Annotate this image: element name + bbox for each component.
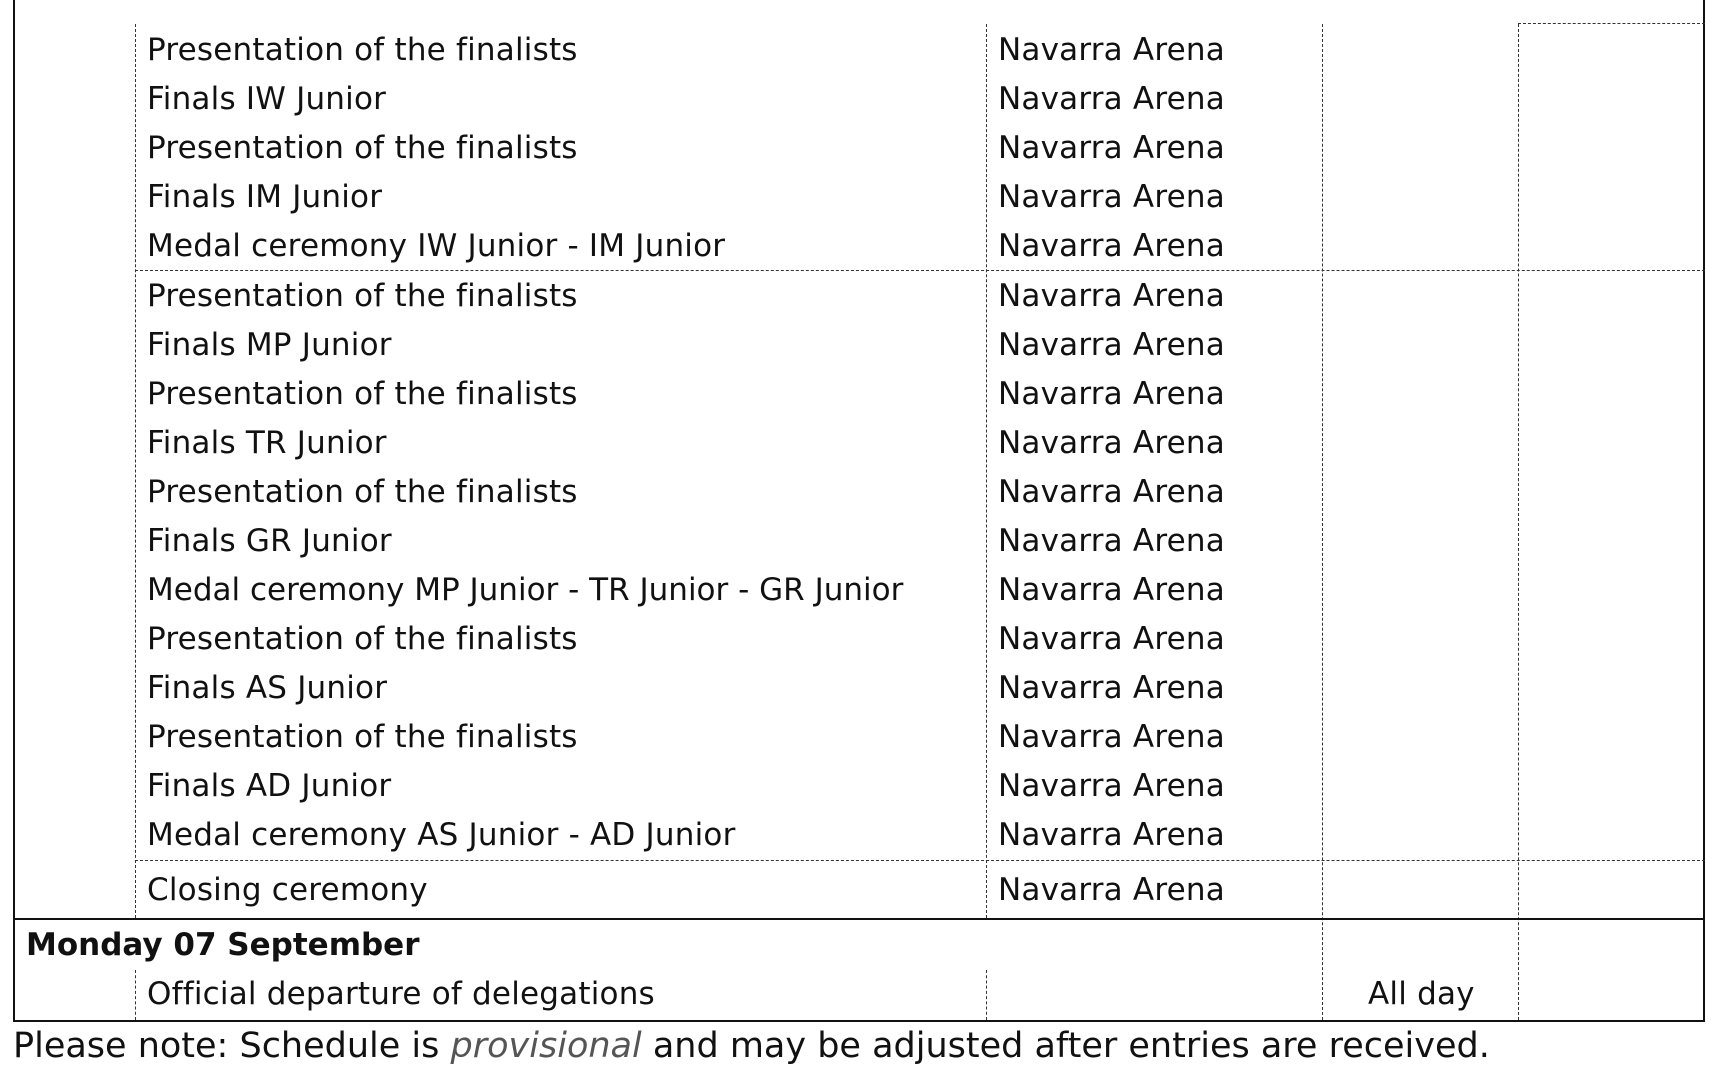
venue-cell: Navarra Arena [998,670,1225,706]
venue-cell: Navarra Arena [998,768,1225,804]
column-divider [986,970,987,1020]
event-cell: Presentation of the finalists [147,621,578,657]
event-cell: Medal ceremony AS Junior - AD Junior [147,817,736,853]
event-cell: Finals AS Junior [147,670,388,706]
time-cell: All day [1368,976,1475,1012]
row-divider [135,860,1705,861]
event-cell: Finals MP Junior [147,327,392,363]
event-cell: Presentation of the finalists [147,376,578,412]
column-divider [135,24,136,918]
column-divider [986,24,987,918]
row-divider [135,270,1705,271]
venue-cell: Navarra Arena [998,719,1225,755]
event-cell: Presentation of the finalists [147,474,578,510]
venue-cell: Navarra Arena [998,228,1225,264]
event-cell: Medal ceremony IW Junior - IM Junior [147,228,726,264]
column-divider [135,970,136,1020]
note-prefix: Please note: Schedule is [13,1026,451,1066]
venue-cell: Navarra Arena [998,32,1225,68]
event-cell: Presentation of the finalists [147,32,578,68]
event-cell: Finals AD Junior [147,768,392,804]
venue-cell: Navarra Arena [998,425,1225,461]
event-cell: Presentation of the finalists [147,719,578,755]
note-emphasis: provisional [450,1026,642,1066]
event-cell: Presentation of the finalists [147,130,578,166]
venue-cell: Navarra Arena [998,474,1225,510]
event-cell: Official departure of delegations [147,976,655,1012]
event-cell: Presentation of the finalists [147,278,578,314]
column-divider [1322,24,1323,1020]
venue-cell: Navarra Arena [998,572,1225,608]
row-divider [1518,23,1705,24]
note-suffix: and may be adjusted after entries are received. [641,1026,1490,1066]
day-separator [13,918,1705,920]
event-cell: Finals TR Junior [147,425,387,461]
venue-cell: Navarra Arena [998,376,1225,412]
venue-cell: Navarra Arena [998,179,1225,215]
day-heading: Monday 07 September [26,927,420,963]
venue-cell: Navarra Arena [998,872,1225,908]
venue-cell: Navarra Arena [998,817,1225,853]
venue-cell: Navarra Arena [998,81,1225,117]
venue-cell: Navarra Arena [998,621,1225,657]
event-cell: Finals IW Junior [147,81,387,117]
event-cell: Medal ceremony MP Junior - TR Junior - GR Junior [147,572,904,608]
event-cell: Finals GR Junior [147,523,392,559]
venue-cell: Navarra Arena [998,278,1225,314]
venue-cell: Navarra Arena [998,130,1225,166]
event-cell: Finals IM Junior [147,179,383,215]
event-cell: Closing ceremony [147,872,428,908]
column-divider [1518,24,1519,1020]
venue-cell: Navarra Arena [998,327,1225,363]
schedule-note [13,1024,1490,1068]
venue-cell: Navarra Arena [998,523,1225,559]
